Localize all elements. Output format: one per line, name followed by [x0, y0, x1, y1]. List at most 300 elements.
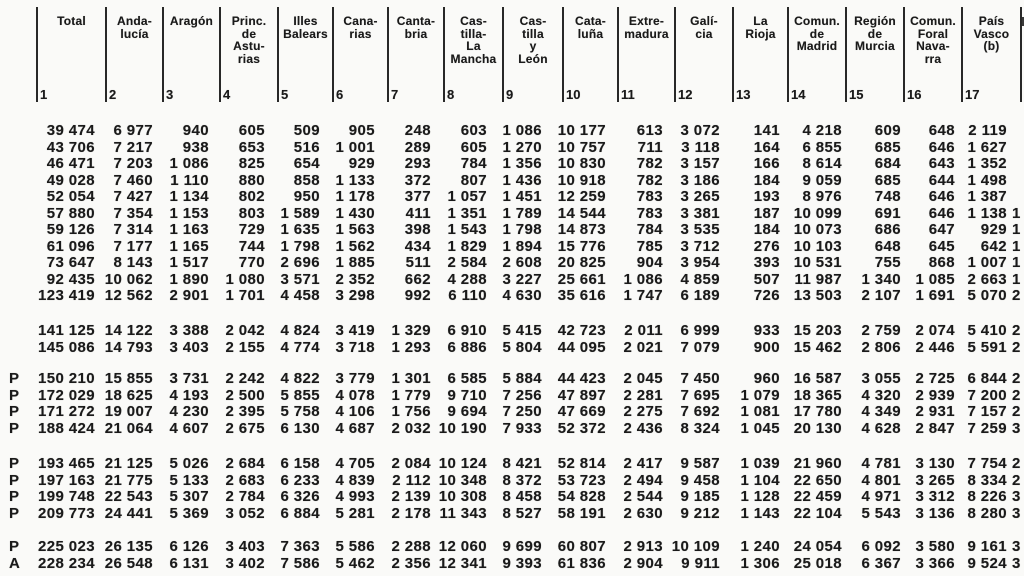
table-cell: 8 324: [680, 419, 720, 437]
table-cell: 171 272: [37, 403, 95, 420]
table-cell: 14 122: [104, 322, 153, 339]
table-cell: 1 163: [169, 221, 209, 238]
column-index: 17: [965, 87, 980, 102]
table-cell: 4 971: [861, 488, 901, 505]
table-cell: 372: [404, 171, 431, 189]
table-cell: 603: [460, 122, 487, 139]
table-cell: 1 747: [623, 287, 663, 304]
table-cell: 646: [928, 204, 955, 222]
table-cell: 5 410: [967, 322, 1007, 339]
table-cell: 289: [404, 138, 431, 156]
table-cell: 6 233: [280, 471, 320, 489]
column-header-label-line: País: [978, 14, 1005, 28]
table-cell: 10 918: [557, 171, 606, 189]
table-cell: 868: [928, 254, 955, 271]
table-cell: 784: [636, 221, 663, 238]
column-header-label-line: Cata-: [574, 14, 606, 28]
table-cell: 58 191: [557, 504, 606, 522]
table-cell: 803: [238, 204, 265, 222]
table-cell: 1: [1012, 254, 1021, 271]
table-cell: 1 039: [740, 455, 780, 472]
column-header-label-line: Cas-: [460, 14, 487, 28]
table-cell: 2: [1012, 287, 1021, 304]
table-cell: 2 275: [623, 403, 663, 420]
table-cell: 1 079: [740, 386, 780, 404]
table-cell: 10 099: [793, 204, 842, 222]
table-cell: 3 055: [861, 370, 901, 387]
table-cell: 648: [928, 122, 955, 139]
table-cell: 9 699: [502, 538, 542, 555]
table-cell: 21 960: [793, 455, 842, 472]
table-cell: 10 124: [438, 455, 487, 472]
table-cell: 4 320: [861, 386, 901, 404]
table-cell: 4 824: [280, 322, 320, 339]
table-cell: 52 814: [557, 455, 606, 472]
table-cell: 52 372: [557, 419, 606, 437]
table-cell: 2 584: [447, 254, 487, 271]
table-cell: 1 543: [447, 221, 487, 238]
table-row: [0, 555, 1024, 571]
table-cell: 2 847: [915, 419, 955, 437]
table-cell: 4 705: [335, 455, 375, 472]
table-cell: 3 130: [915, 455, 955, 472]
table-cell: 4 781: [861, 455, 901, 472]
table-cell: 2 759: [861, 322, 901, 339]
table-cell: 1 165: [169, 237, 209, 255]
table-row: [0, 455, 1024, 471]
table-cell: 9 458: [680, 471, 720, 489]
column-header-label: [38, 15, 105, 28]
table-cell: 2 112: [392, 471, 431, 489]
table-cell: 6 977: [113, 122, 153, 139]
table-cell: 783: [636, 204, 663, 222]
table-cell: 20 130: [793, 419, 842, 437]
table-cell: 47 897: [557, 386, 606, 404]
table-cell: 6 092: [861, 538, 901, 555]
table-cell: 14 873: [557, 221, 606, 238]
table-cell: 17 780: [793, 403, 842, 420]
table-cell: 1 128: [740, 488, 780, 505]
row-prefix: P: [9, 370, 20, 387]
table-cell: 3 535: [680, 221, 720, 238]
column-header-label-line: de: [241, 26, 257, 41]
column-header-label-line: Total: [57, 14, 86, 28]
table-cell: 16 587: [793, 370, 842, 387]
column-divider: [1020, 7, 1022, 102]
table-cell: 1 701: [225, 287, 265, 304]
table-cell: 691: [874, 204, 901, 222]
table-cell: 15 776: [557, 237, 606, 255]
table-cell: 8 372: [502, 471, 542, 489]
column-header-label-line: Comun.: [910, 14, 956, 28]
table-cell: 54 828: [557, 488, 606, 505]
column-header-label: [905, 15, 961, 65]
table-cell: 5 369: [169, 504, 209, 522]
table-cell: 398: [404, 221, 431, 238]
column-header-label-line: Galí-: [690, 14, 718, 28]
column-header-label-line: Vasco: [973, 26, 1010, 41]
table-cell: 1: [1012, 221, 1021, 238]
table-cell: 1 153: [169, 204, 209, 222]
table-cell: 2 155: [225, 338, 265, 356]
row-prefix: P: [9, 504, 20, 522]
table-cell: 1 045: [740, 419, 780, 437]
column-header-label: [107, 15, 162, 40]
table-cell: 52 054: [46, 188, 95, 205]
table-cell: 507: [753, 270, 780, 288]
table-cell: 26 135: [104, 538, 153, 555]
table-cell: 6 110: [448, 287, 487, 304]
table-cell: 2 281: [623, 386, 663, 404]
table-cell: 5 133: [169, 471, 209, 489]
table-cell: 10 348: [438, 471, 487, 489]
column-header-label-line: luña: [577, 26, 604, 41]
table-cell: 6 886: [447, 338, 487, 356]
table-cell: 42 723: [557, 322, 606, 339]
table-cell: 2 178: [391, 504, 431, 522]
column-header-label-line: cia: [695, 26, 713, 41]
table-cell: 1 890: [169, 270, 209, 288]
column-header-label-line: rra: [924, 51, 942, 66]
table-cell: 4 801: [861, 471, 901, 489]
table-cell: 10 830: [557, 155, 606, 172]
table-cell: 647: [928, 221, 955, 238]
table-row: [0, 403, 1024, 419]
column-header-label-line: lucía: [120, 26, 149, 41]
column-header-label-line: Anda-: [117, 14, 152, 28]
column-header-label-line: tilla: [522, 26, 544, 41]
table-row: [0, 188, 1024, 204]
table-cell: 2 784: [225, 488, 265, 505]
table-cell: 643: [928, 155, 955, 172]
table-cell: 2 675: [225, 419, 265, 437]
table-cell: 199 748: [37, 488, 95, 505]
table-cell: 6 130: [280, 419, 320, 437]
table-cell: 929: [348, 155, 375, 172]
table-cell: 2 683: [225, 471, 265, 489]
table-cell: 6 326: [280, 488, 320, 505]
table-cell: 145 086: [37, 338, 95, 356]
table-cell: 3: [1012, 554, 1021, 572]
table-cell: 172 029: [37, 386, 95, 404]
table-cell: 6 910: [447, 322, 487, 339]
table-cell: 8 280: [967, 504, 1007, 522]
column-index: 9: [506, 87, 514, 102]
table-cell: 12 060: [438, 538, 487, 555]
table-cell: 950: [293, 188, 320, 205]
table-cell: 1 329: [391, 322, 431, 339]
column-index: 13: [736, 87, 751, 102]
table-cell: 726: [753, 287, 780, 304]
column-index: 16: [907, 87, 922, 102]
table-cell: 7 259: [967, 419, 1007, 437]
column-header-label-line: Cas-: [519, 14, 547, 28]
table-cell: 5 026: [169, 455, 209, 472]
column-index: 14: [791, 87, 806, 102]
table-cell: 5 462: [335, 554, 375, 572]
table-cell: 3 366: [915, 554, 955, 572]
column-header-label-line: Comun.: [794, 14, 840, 28]
table-cell: 7 586: [280, 554, 320, 572]
table-cell: 6 999: [680, 322, 720, 339]
table-row: [0, 238, 1024, 254]
table-cell: 14 793: [104, 338, 153, 356]
table-cell: 905: [348, 122, 375, 139]
table-cell: 605: [238, 122, 265, 139]
table-cell: 5 070: [967, 287, 1007, 304]
column-header-label-line: tilla-: [460, 26, 487, 41]
table-cell: 4 822: [280, 370, 320, 387]
table-cell: 43 706: [46, 138, 95, 156]
table-cell: 3 402: [225, 554, 265, 572]
table-cell: 150 210: [37, 370, 95, 387]
table-cell: 61 836: [557, 554, 606, 572]
table-cell: 3 072: [680, 122, 720, 139]
column-index: 11: [621, 87, 635, 102]
table-cell: 7 363: [280, 538, 320, 555]
table-cell: 960: [753, 370, 780, 387]
table-cell: 3: [1012, 488, 1021, 505]
table-cell: 662: [404, 270, 431, 288]
table-cell: 1 589: [280, 204, 320, 222]
table-cell: 197 163: [37, 471, 95, 489]
table-cell: 123 419: [37, 287, 95, 304]
table-cell: 7 314: [113, 221, 153, 238]
table-cell: 377: [404, 188, 431, 205]
table-row: [0, 221, 1024, 237]
column-header-label: [789, 15, 845, 53]
table-row: [0, 370, 1024, 386]
table-cell: 770: [238, 254, 265, 271]
table-cell: 5 855: [280, 386, 320, 404]
column-header-label-line: rias: [349, 26, 372, 41]
table-cell: 684: [874, 155, 901, 172]
table-cell: 653: [238, 138, 265, 156]
table-cell: 1 133: [335, 171, 375, 189]
table-cell: 1 143: [740, 504, 780, 522]
table-cell: 164: [753, 138, 780, 156]
table-cell: 2 288: [391, 538, 431, 555]
column-header-label: [676, 15, 732, 40]
table-cell: 276: [753, 237, 780, 255]
table-cell: 646: [928, 188, 955, 205]
table-cell: 22 459: [793, 488, 842, 505]
row-prefix: P: [9, 419, 20, 437]
table-cell: 3 403: [169, 338, 209, 356]
table-cell: 4 106: [335, 403, 375, 420]
column-index: 4: [223, 87, 231, 102]
table-cell: 1 086: [169, 155, 209, 172]
column-header-label-line: La: [466, 39, 481, 53]
table-cell: 7 203: [113, 155, 153, 172]
table-cell: 7 460: [113, 171, 153, 189]
table-cell: 411: [405, 204, 431, 222]
table-cell: 1 691: [915, 287, 955, 304]
table-cell: 3 388: [169, 322, 209, 339]
table-cell: 25 661: [557, 270, 606, 288]
table-cell: 73 647: [46, 254, 95, 271]
table-cell: 2 931: [915, 403, 955, 420]
table-cell: 39 474: [46, 122, 95, 139]
table-cell: 9 911: [681, 554, 720, 572]
table-cell: 1 517: [169, 254, 209, 271]
table-cell: 900: [753, 338, 780, 356]
column-header-label-line: Madrid: [796, 39, 838, 53]
table-cell: 2 045: [623, 370, 663, 387]
table-cell: 3 052: [225, 504, 265, 522]
table-cell: 11 987: [794, 270, 842, 288]
column-header-label-line: de: [867, 26, 883, 41]
table-cell: 44 423: [557, 370, 606, 387]
table-cell: 49 028: [46, 171, 95, 189]
table-cell: 2 356: [391, 554, 431, 572]
table-cell: 12 341: [438, 554, 487, 572]
table-cell: 10 308: [438, 488, 487, 505]
table-cell: 783: [636, 188, 663, 205]
table-cell: 516: [293, 138, 320, 156]
table-cell: 1 562: [335, 237, 375, 255]
table-cell: 940: [182, 122, 209, 139]
table-cell: 644: [928, 171, 955, 189]
table-cell: 9 059: [802, 171, 842, 189]
column-index: 8: [447, 87, 455, 102]
row-prefix: A: [9, 554, 21, 572]
table-cell: 1 240: [740, 538, 780, 555]
table-cell: 1 306: [740, 554, 780, 572]
table-cell: 938: [182, 138, 209, 156]
column-index: 6: [336, 87, 344, 102]
table-cell: 6 585: [447, 370, 487, 387]
table-cell: 1 430: [335, 204, 375, 222]
table-cell: 2 446: [915, 338, 955, 356]
table-cell: 47 669: [557, 403, 606, 420]
column-header-label-line: Murcia: [855, 39, 895, 53]
table-cell: 2: [1012, 455, 1021, 472]
table-cell: 748: [874, 188, 901, 205]
table-cell: 3: [1012, 538, 1021, 555]
table-cell: 393: [753, 254, 780, 271]
table-cell: 18 365: [793, 386, 842, 404]
column-header-label: [389, 15, 443, 40]
table-cell: 2 042: [225, 322, 265, 339]
table-cell: 2: [1012, 386, 1021, 404]
row-prefix: P: [9, 471, 20, 489]
table-cell: 22 104: [793, 504, 842, 522]
table-cell: 3 298: [335, 287, 375, 304]
table-cell: 14 544: [557, 204, 606, 222]
column-header-label-line: Foral: [917, 26, 949, 41]
table-cell: 7 177: [113, 237, 153, 255]
table-row: [0, 420, 1024, 436]
table-cell: 10 073: [793, 221, 842, 238]
table-cell: 8 143: [113, 254, 153, 271]
table-cell: 511: [405, 254, 431, 271]
table-cell: 605: [460, 138, 487, 156]
table-cell: 1 451: [502, 188, 542, 205]
table-cell: 7 200: [967, 386, 1007, 404]
column-index: 15: [849, 87, 864, 102]
table-cell: 5 591: [967, 338, 1007, 356]
table-cell: 4 993: [335, 488, 375, 505]
table-cell: 1 270: [502, 138, 542, 156]
table-cell: 711: [637, 138, 663, 156]
table-cell: 2 119: [968, 122, 1007, 139]
table-cell: 1 779: [391, 386, 431, 404]
table-row: [0, 322, 1024, 338]
table-cell: 4 349: [861, 403, 901, 420]
table-cell: 6 855: [802, 138, 842, 156]
table-cell: 35 616: [557, 287, 606, 304]
table-cell: 7 692: [680, 403, 720, 420]
table-cell: 7 256: [502, 386, 542, 404]
table-cell: 1 301: [391, 370, 431, 387]
table-cell: 729: [238, 221, 265, 238]
table-cell: 13 503: [793, 287, 842, 304]
table-cell: 1 635: [280, 221, 320, 238]
table-cell: 15 203: [793, 322, 842, 339]
table-cell: 20 825: [557, 254, 606, 271]
table-cell: 9 710: [447, 386, 487, 404]
table-cell: 802: [238, 188, 265, 205]
table-cell: 4 628: [861, 419, 901, 437]
table-cell: 193: [753, 188, 780, 205]
column-header-label-line: rias: [237, 51, 261, 66]
table-cell: 3 419: [335, 322, 375, 339]
row-prefix: P: [9, 538, 20, 555]
table-cell: 19 007: [104, 403, 153, 420]
table-cell: 5 281: [335, 504, 375, 522]
table-cell: 1: [1012, 270, 1021, 288]
table-cell: 10 190: [438, 419, 487, 437]
table-cell: 9 393: [502, 554, 542, 572]
column-header-label-line: Nava-: [916, 39, 950, 53]
table-cell: 92 435: [46, 270, 95, 288]
table-cell: 1 351: [447, 204, 487, 222]
table-cell: 2 021: [623, 338, 663, 356]
table-cell: 2: [1012, 471, 1021, 489]
table-cell: 1 293: [391, 338, 431, 356]
table-cell: 686: [874, 221, 901, 238]
table-cell: 1 086: [623, 270, 663, 288]
column-header-label-line: Princ.: [231, 14, 267, 28]
table-cell: 209 773: [37, 504, 95, 522]
table-cell: 1 134: [169, 188, 209, 205]
row-prefix: P: [9, 455, 20, 472]
table-cell: 4 078: [335, 386, 375, 404]
table-cell: 6 844: [967, 370, 1007, 387]
table-cell: 2 608: [502, 254, 542, 271]
table-cell: 1 138: [967, 204, 1007, 222]
column-header-label-line: (b): [983, 39, 1000, 53]
column-header-label-line: Región: [854, 14, 896, 28]
table-cell: 8 527: [502, 504, 542, 522]
row-prefix: P: [9, 488, 20, 505]
table-row: [0, 488, 1024, 504]
column-header-label: [963, 15, 1020, 53]
table-cell: 609: [874, 122, 901, 139]
table-cell: 6 189: [680, 287, 720, 304]
table-cell: 1 086: [502, 122, 542, 139]
table-cell: 9 524: [967, 554, 1007, 572]
column-header-label-line: Mancha: [450, 51, 497, 66]
table-cell: 2 939: [915, 386, 955, 404]
table-cell: 4 630: [502, 287, 542, 304]
table-cell: 1 829: [447, 237, 487, 255]
table-cell: 1 563: [335, 221, 375, 238]
column-header-label-line: Canta-: [396, 14, 436, 28]
table-cell: 645: [928, 237, 955, 255]
table-cell: 3 186: [680, 171, 720, 189]
